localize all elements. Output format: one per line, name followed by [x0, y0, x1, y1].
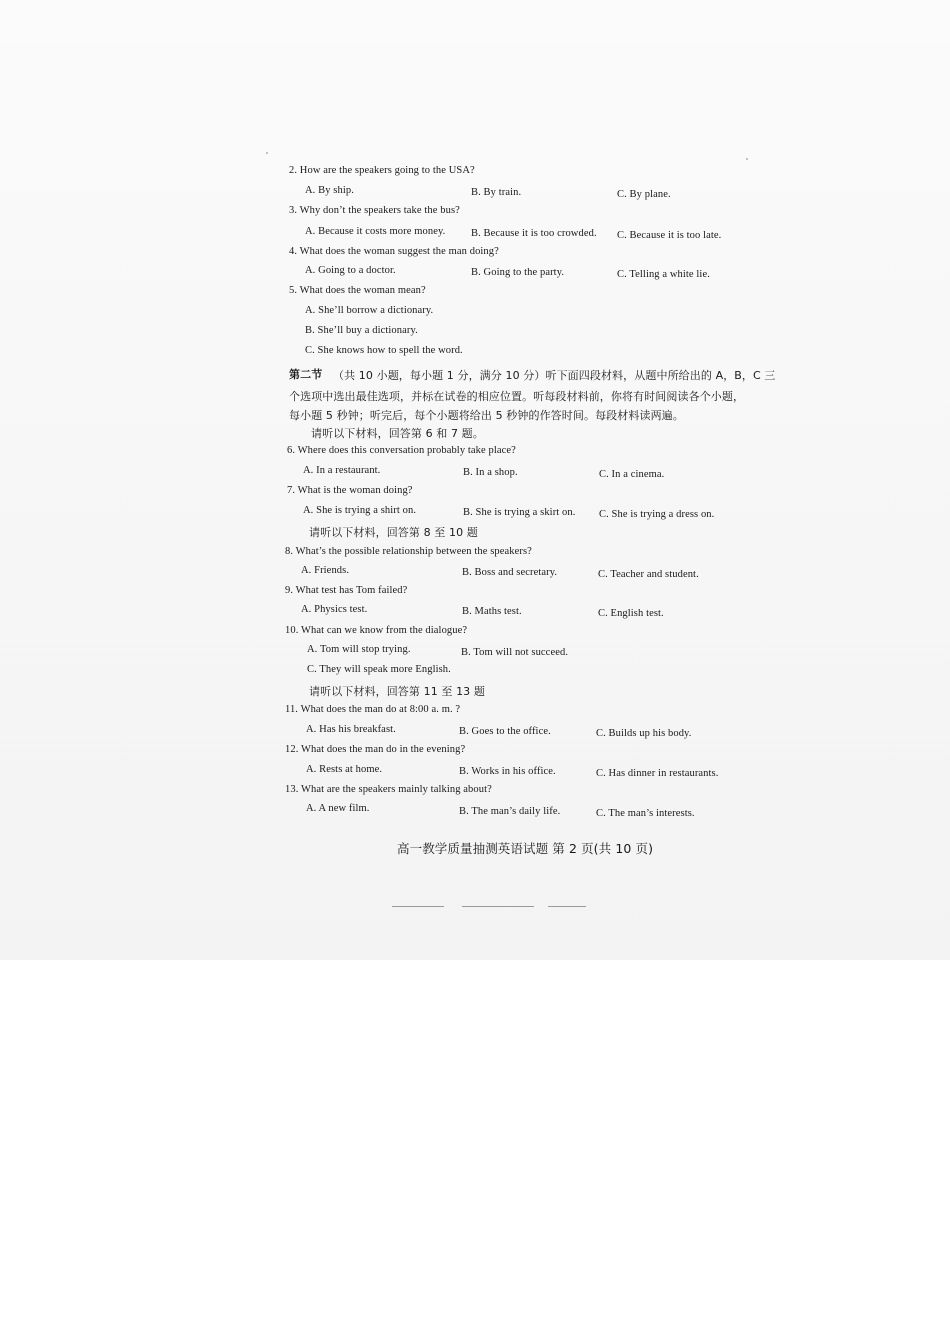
- scan-artifact-line: [392, 906, 444, 907]
- instruction-questions-6-7: 请听以下材料，回答第 6 和 7 题。: [311, 427, 484, 440]
- question-10-stem: 10. What can we know from the dialogue?: [285, 625, 468, 636]
- question-13-option-a: A. A new film.: [306, 803, 370, 814]
- question-2-option-b: B. By train.: [471, 187, 522, 198]
- scan-speck: [746, 158, 748, 160]
- scan-artifact-line: [462, 906, 534, 907]
- instruction-questions-8-10: 请听以下材料，回答第 8 至 10 题: [309, 526, 478, 539]
- instruction-questions-11-13: 请听以下材料，回答第 11 至 13 题: [309, 685, 485, 698]
- question-6-stem: 6. Where does this conversation probably take place?: [287, 445, 516, 456]
- page-footer: 高一教学质量抽测英语试题 第 2 页(共 10 页): [397, 841, 654, 856]
- question-10-option-a: A. Tom will stop trying.: [307, 644, 411, 655]
- scan-artifact-line: [548, 906, 586, 907]
- question-10-option-c: C. They will speak more English.: [307, 664, 451, 675]
- question-13-option-c: C. The man’s interests.: [596, 808, 695, 819]
- question-7-stem: 7. What is the woman doing?: [287, 485, 413, 496]
- question-2-option-c: C. By plane.: [617, 189, 671, 200]
- question-3-stem: 3. Why don’t the speakers take the bus?: [289, 205, 460, 216]
- scan-speck: [266, 152, 268, 154]
- question-4-option-b: B. Going to the party.: [471, 267, 565, 278]
- section-2-instructions-line-1: （共 10 小题，每小题 1 分，满分 10 分）听下面四段材料，从题中所给出的 A，B，C 三: [333, 369, 776, 382]
- question-7-option-b: B. She is trying a skirt on.: [463, 507, 576, 518]
- question-7-option-a: A. She is trying a shirt on.: [303, 505, 417, 516]
- question-7-option-c: C. She is trying a dress on.: [599, 509, 715, 520]
- question-4-option-c: C. Telling a white lie.: [617, 269, 710, 280]
- question-9-option-b: B. Maths test.: [462, 606, 522, 617]
- question-12-option-b: B. Works in his office.: [459, 766, 556, 777]
- question-4-stem: 4. What does the woman suggest the man doing?: [289, 246, 499, 257]
- question-11-option-c: C. Builds up his body.: [596, 728, 692, 739]
- question-3-option-c: C. Because it is too late.: [617, 230, 722, 241]
- question-5-option-a: A. She’ll borrow a dictionary.: [305, 305, 434, 316]
- question-6-option-c: C. In a cinema.: [599, 469, 665, 480]
- section-2-heading: 第二节: [289, 368, 323, 381]
- question-11-option-a: A. Has his breakfast.: [306, 724, 396, 735]
- question-5-stem: 5. What does the woman mean?: [289, 285, 426, 296]
- question-6-option-b: B. In a shop.: [463, 467, 518, 478]
- question-5-option-c: C. She knows how to spell the word.: [305, 345, 463, 356]
- question-13-stem: 13. What are the speakers mainly talking about?: [285, 784, 492, 795]
- question-10-option-b: B. Tom will not succeed.: [461, 647, 569, 658]
- question-9-option-a: A. Physics test.: [301, 604, 368, 615]
- question-3-option-a: A. Because it costs more money.: [305, 226, 446, 237]
- question-11-stem: 11. What does the man do at 8:00 a. m. ?: [285, 704, 461, 715]
- question-9-option-c: C. English test.: [598, 608, 664, 619]
- question-8-option-c: C. Teacher and student.: [598, 569, 699, 580]
- question-2-option-a: A. By ship.: [305, 185, 354, 196]
- question-12-stem: 12. What does the man do in the evening?: [285, 744, 466, 755]
- question-4-option-a: A. Going to a doctor.: [305, 265, 396, 276]
- question-9-stem: 9. What test has Tom failed?: [285, 585, 408, 596]
- question-12-option-c: C. Has dinner in restaurants.: [596, 768, 719, 779]
- section-2-instructions-line-2: 个选项中选出最佳选项，并标在试卷的相应位置。听每段材料前，你将有时间阅读各个小题，: [289, 390, 745, 403]
- question-5-option-b: B. She’ll buy a dictionary.: [305, 325, 418, 336]
- question-6-option-a: A. In a restaurant.: [303, 465, 381, 476]
- question-13-option-b: B. The man’s daily life.: [459, 806, 561, 817]
- question-3-option-b: B. Because it is too crowded.: [471, 228, 597, 239]
- question-12-option-a: A. Rests at home.: [306, 764, 383, 775]
- question-11-option-b: B. Goes to the office.: [459, 726, 551, 737]
- question-8-option-b: B. Boss and secretary.: [462, 567, 558, 578]
- question-2-stem: 2. How are the speakers going to the USA?: [289, 165, 475, 176]
- question-8-option-a: A. Friends.: [301, 565, 350, 576]
- question-8-stem: 8. What’s the possible relationship between the speakers?: [285, 546, 532, 557]
- section-2-instructions-line-3: 每小题 5 秒钟；听完后，每个小题将给出 5 秒钟的作答时间。每段材料读两遍。: [289, 409, 684, 422]
